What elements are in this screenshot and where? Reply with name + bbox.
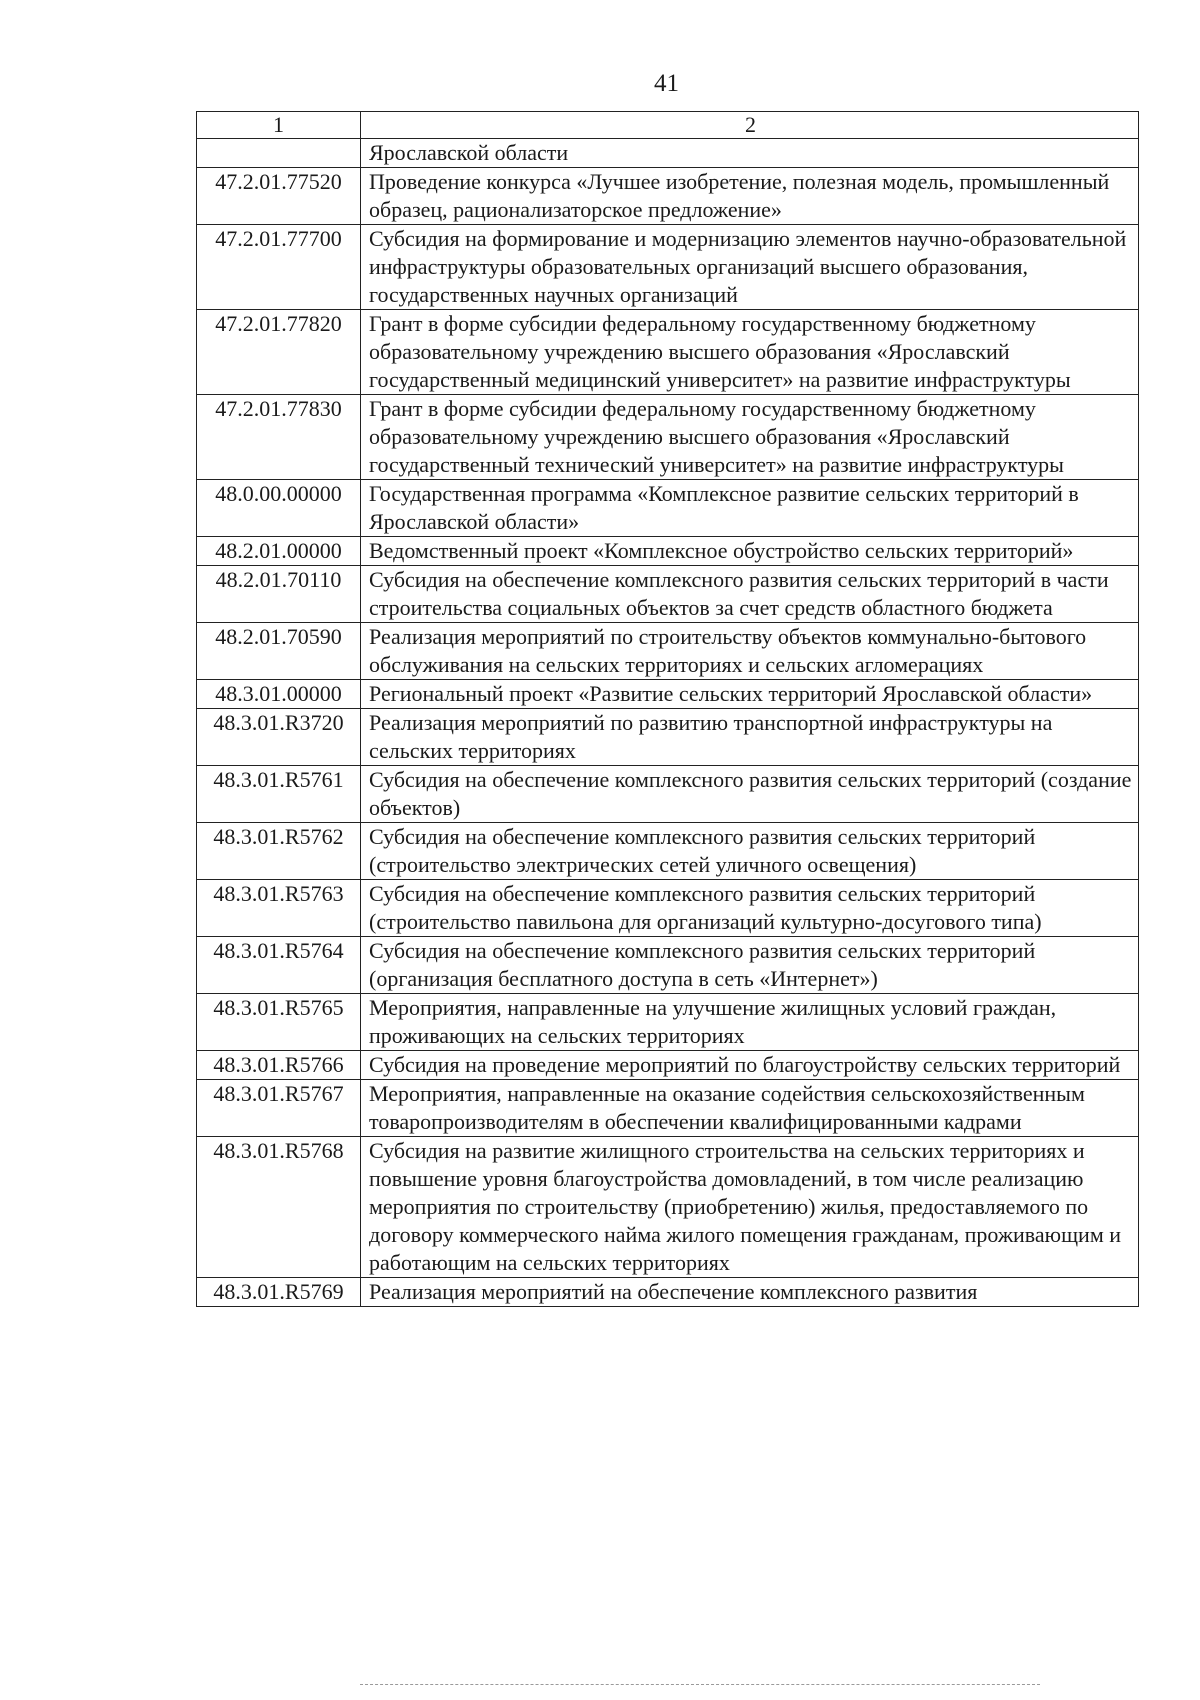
table-row bbox=[197, 823, 1139, 880]
classification-name: Субсидия на развитие жилищного строительства на сельских территориях и повышение уровня благоустройства домовладений, в том числе реализацию мероприятия по строительству (приобретению) жилья, предоставляемого по договору коммерческого найма жилого помещения гражданам, проживающим и работающим на сельских территориях bbox=[361, 1137, 1139, 1278]
classification-name: Реализация мероприятий по строительству объектов коммунально-бытового обслуживания на сельских территориях и сельских агломерациях bbox=[361, 623, 1139, 680]
table-row bbox=[197, 1278, 1139, 1307]
classification-code: 48.3.01.R3720 bbox=[197, 709, 361, 766]
classification-name: Грант в форме субсидии федеральному государственному бюджетному образовательному учреждению высшего образования «Ярославский государственный технический университет» на развитие инфраструктуры bbox=[361, 395, 1139, 480]
budget-classification-table bbox=[196, 111, 1139, 1307]
classification-name: Мероприятия, направленные на оказание содействия сельскохозяйственным товаропроизводителям в обеспечении квалифицированными кадрами bbox=[361, 1080, 1139, 1137]
classification-code: 48.2.01.70110 bbox=[197, 566, 361, 623]
table-row bbox=[197, 480, 1139, 537]
classification-name: Мероприятия, направленные на улучшение жилищных условий граждан, проживающих на сельских территориях bbox=[361, 994, 1139, 1051]
classification-code: 47.2.01.77520 bbox=[197, 168, 361, 225]
table-row bbox=[197, 994, 1139, 1051]
classification-code bbox=[197, 139, 361, 168]
classification-name: Реализация мероприятий на обеспечение комплексного развития bbox=[361, 1278, 1139, 1307]
classification-name: Ведомственный проект «Комплексное обустройство сельских территорий» bbox=[361, 537, 1139, 566]
table-row bbox=[197, 709, 1139, 766]
scan-artifact-line bbox=[360, 1684, 1040, 1687]
table-row bbox=[197, 168, 1139, 225]
table-row bbox=[197, 1080, 1139, 1137]
table-header-row bbox=[197, 112, 1139, 139]
classification-name: Субсидия на обеспечение комплексного развития сельских территорий (строительство павильона для организаций культурно-досугового типа) bbox=[361, 880, 1139, 937]
classification-code: 48.3.01.00000 bbox=[197, 680, 361, 709]
classification-code: 48.3.01.R5766 bbox=[197, 1051, 361, 1080]
classification-code: 47.2.01.77700 bbox=[197, 225, 361, 310]
table-row bbox=[197, 566, 1139, 623]
table-row bbox=[197, 395, 1139, 480]
table-row bbox=[197, 880, 1139, 937]
classification-code: 48.0.00.00000 bbox=[197, 480, 361, 537]
classification-name: Грант в форме субсидии федеральному государственному бюджетному образовательному учреждению высшего образования «Ярославский государственный медицинский университет» на развитие инфраструктуры bbox=[361, 310, 1139, 395]
classification-name: Субсидия на обеспечение комплексного развития сельских территорий в части строительства социальных объектов за счет средств областного бюджета bbox=[361, 566, 1139, 623]
table-row bbox=[197, 937, 1139, 994]
classification-name: Субсидия на формирование и модернизацию элементов научно-образовательной инфраструктуры образовательных организаций высшего образования, государственных научных организаций bbox=[361, 225, 1139, 310]
classification-name: Государственная программа «Комплексное развитие сельских территорий в Ярославской области» bbox=[361, 480, 1139, 537]
classification-code: 48.3.01.R5767 bbox=[197, 1080, 361, 1137]
table-body bbox=[197, 139, 1139, 1307]
classification-code: 48.3.01.R5764 bbox=[197, 937, 361, 994]
classification-code: 48.3.01.R5762 bbox=[197, 823, 361, 880]
table-row bbox=[197, 1137, 1139, 1278]
classification-code: 47.2.01.77830 bbox=[197, 395, 361, 480]
classification-code: 48.3.01.R5768 bbox=[197, 1137, 361, 1278]
classification-name: Региональный проект «Развитие сельских территорий Ярославской области» bbox=[361, 680, 1139, 709]
classification-code: 48.3.01.R5763 bbox=[197, 880, 361, 937]
table-row bbox=[197, 766, 1139, 823]
classification-name: Субсидия на обеспечение комплексного развития сельских территорий (строительство электрических сетей уличного освещения) bbox=[361, 823, 1139, 880]
classification-code: 47.2.01.77820 bbox=[197, 310, 361, 395]
classification-code: 48.2.01.70590 bbox=[197, 623, 361, 680]
classification-code: 48.3.01.R5765 bbox=[197, 994, 361, 1051]
classification-code: 48.2.01.00000 bbox=[197, 537, 361, 566]
classification-name: Субсидия на обеспечение комплексного развития сельских территорий (организация бесплатного доступа в сеть «Интернет») bbox=[361, 937, 1139, 994]
classification-name: Субсидия на проведение мероприятий по благоустройству сельских территорий bbox=[361, 1051, 1139, 1080]
table-row bbox=[197, 225, 1139, 310]
table-row bbox=[197, 139, 1139, 168]
table-row bbox=[197, 537, 1139, 566]
table-row bbox=[197, 310, 1139, 395]
classification-code: 48.3.01.R5761 bbox=[197, 766, 361, 823]
column-header-name: 2 bbox=[361, 112, 1139, 139]
table-row bbox=[197, 680, 1139, 709]
classification-code: 48.3.01.R5769 bbox=[197, 1278, 361, 1307]
column-header-code: 1 bbox=[197, 112, 361, 139]
classification-name: Проведение конкурса «Лучшее изобретение, полезная модель, промышленный образец, рационализаторское предложение» bbox=[361, 168, 1139, 225]
table-row bbox=[197, 1051, 1139, 1080]
table-row bbox=[197, 623, 1139, 680]
classification-name: Ярославской области bbox=[361, 139, 1139, 168]
page-number: 41 bbox=[654, 70, 679, 97]
classification-name: Реализация мероприятий по развитию транспортной инфраструктуры на сельских территориях bbox=[361, 709, 1139, 766]
classification-name: Субсидия на обеспечение комплексного развития сельских территорий (создание объектов) bbox=[361, 766, 1139, 823]
